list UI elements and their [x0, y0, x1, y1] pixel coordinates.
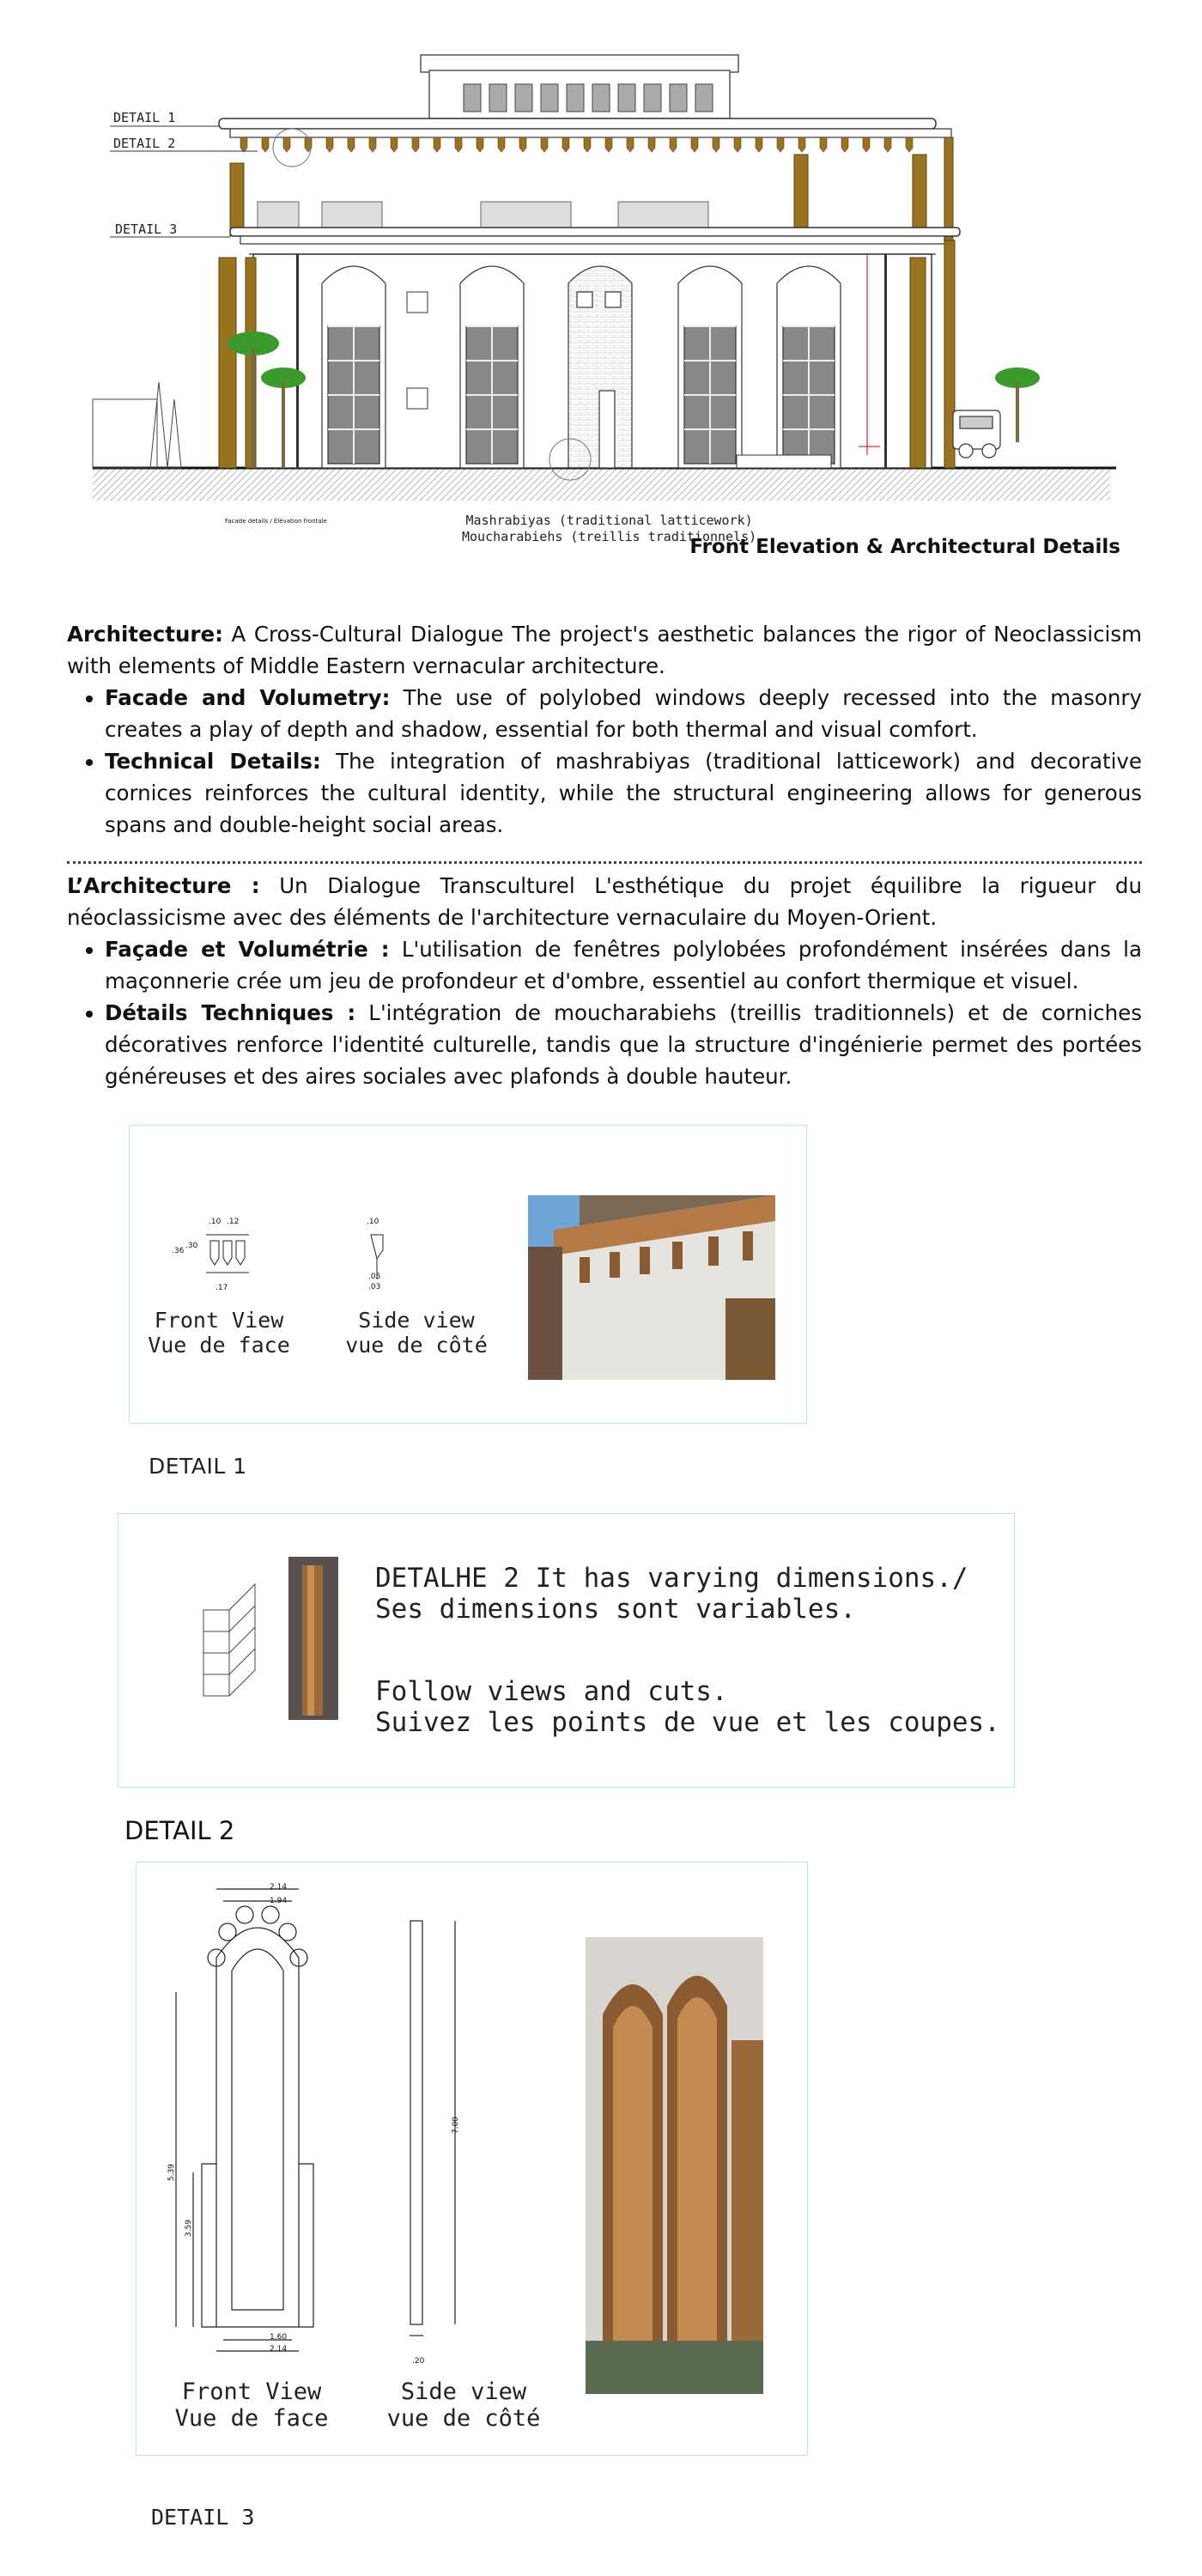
detail-3-dim-3: 3.59 — [185, 2219, 194, 2238]
front-elevation-drawing — [0, 0, 1202, 584]
detail-1-dim-3: .30 — [185, 1242, 198, 1250]
en-bullet-technical — [105, 745, 1142, 841]
detail-1-front-view-label — [137, 1308, 300, 1358]
en-bullet-technical-bold: Technical Details: — [105, 749, 321, 774]
en-bullet-facade-text: The use of polylobed windows deeply recessed into the masonry creates a play of depth and shadow, essential for both thermal and visual comfort. — [105, 685, 1142, 742]
detail-2-render-image — [288, 1557, 338, 1720]
fr-intro-bold: L’Architecture : — [67, 873, 260, 898]
french-description — [67, 870, 1142, 1092]
english-description — [67, 618, 1142, 841]
fr-bullet-technical-text: L'intégration de moucharabiehs (treillis traditionnels) et de corniches décoratives renforce l'identité culturelle, tandis que la structure d'ingénierie permet des portées généreuses et des aires sociales avec plafonds à double hauteur. — [105, 1000, 1142, 1089]
detail-3-dim-5: 2.14 — [270, 2345, 288, 2354]
en-bullet-facade-bold: Facade and Volumetry: — [105, 685, 391, 710]
detail-3-dim-0: 2.14 — [270, 1883, 288, 1892]
detail-1-front-view-fr: Vue de face — [148, 1333, 290, 1358]
detail-3-side-drawing — [408, 1919, 459, 2369]
detail-1-side-view-en: Side view — [358, 1308, 475, 1333]
fr-bullet-technical — [105, 997, 1142, 1092]
detail-1-front-view-en: Front View — [154, 1308, 284, 1333]
detail-1-dim-2: .36 — [172, 1247, 185, 1255]
fr-intro-text: Un Dialogue Transculturel L'esthétique du projet équilibre la rigueur du néoclassicisme avec des éléments de l'architecture vernaculaire du Moyen-Orient. — [67, 873, 1142, 930]
en-bullet-facade — [105, 682, 1142, 745]
detail-3-front-view-fr: Vue de face — [174, 2405, 329, 2432]
detail-1-dim-1: .12 — [227, 1218, 240, 1226]
detail-3-dim-7: .20 — [412, 2357, 425, 2366]
en-intro-bold: Architecture: — [67, 622, 223, 647]
elevation-detail-label-3: DETAIL 3 — [115, 222, 178, 237]
detail-3-dim-1: 1.94 — [270, 1897, 288, 1905]
detail-1-side-view-label — [331, 1308, 502, 1358]
elevation-detail-label-2: DETAIL 2 — [113, 136, 176, 151]
detail-2-side-drawing — [199, 1576, 259, 1716]
detail-3-side-view-en: Side view — [400, 2379, 527, 2405]
detail-1-dim-6: .05 — [368, 1273, 381, 1281]
en-bullet-technical-text: The integration of mashrabiyas (traditional latticework) and decorative cornices reinforces the cultural identity, while the structural engineering allows for generous spans and double-height social areas. — [105, 749, 1142, 837]
mashrabiya-caption-fr: Moucharabiehs (treillis traditionnels) — [462, 529, 757, 544]
en-intro-text: A Cross-Cultural Dialogue The project's aesthetic balances the rigor of Neoclassicism with elements of Middle Eastern vernacular architecture. — [67, 622, 1142, 678]
dotted-divider — [67, 861, 1142, 864]
fr-bullet-technical-bold: Détails Techniques : — [105, 1000, 356, 1025]
detail-3-side-view-label — [365, 2379, 562, 2432]
detail-1-side-view-fr: vue de côté — [345, 1333, 488, 1358]
upper-cornice-brackets — [240, 137, 913, 152]
detail-3-side-view-fr: vue de côté — [386, 2405, 541, 2432]
detail-2-text-2 — [375, 1676, 1000, 1738]
detail-3-front-view-label — [161, 2379, 342, 2432]
detail-2-text-1-en: DETALHE 2 It has varying dimensions./ — [375, 1563, 968, 1594]
detail-2-text-1 — [375, 1563, 968, 1625]
detail-1-dim-4: .17 — [216, 1284, 228, 1292]
detail-1-dim-5: .10 — [367, 1218, 379, 1226]
elevation-detail-label-1: DETAIL 1 — [113, 110, 176, 125]
fr-bullet-facade-text: L'utilisation de fenêtres polylobées profondément insérées dans la maçonnerie crée um jeu de profondeur et d'ombre, essentiel au confort thermique et visuel. — [105, 937, 1142, 993]
car-icon — [953, 410, 1000, 458]
detail-2-text-1-fr: Ses dimensions sont variables. — [375, 1594, 856, 1625]
detail-3-dim-4: 1.60 — [270, 2333, 288, 2342]
detail-2-text-2-en: Follow views and cuts. — [375, 1676, 728, 1707]
detail-1-dim-7: .03 — [368, 1283, 381, 1291]
detail-1-dim-0: .10 — [209, 1218, 222, 1226]
detail-3-dim-2: 5.39 — [167, 2163, 177, 2182]
detail-1-render-image — [528, 1195, 775, 1380]
detail-3-front-view-en: Front View — [181, 2379, 322, 2405]
small-caption: Facade details / Élévation frontale — [225, 518, 327, 525]
detail-3-front-drawing — [163, 1880, 361, 2365]
detail-1-label: DETAIL 1 — [149, 1454, 247, 1479]
ground-hatch — [93, 468, 1110, 501]
fr-bullet-facade-bold: Façade et Volumétrie : — [105, 937, 390, 962]
fr-bullet-facade — [105, 933, 1142, 997]
detail-3-dim-6: 7.00 — [452, 2116, 461, 2135]
detail-2-label: DETAIL 2 — [124, 1816, 235, 1845]
detail-3-render-image — [586, 1937, 763, 2394]
detail-3-label: DETAIL 3 — [151, 2505, 255, 2530]
elevation-svg — [0, 0, 1202, 584]
elevation-title: Front Elevation & Architectural Details — [689, 536, 1120, 558]
detail-2-text-2-fr: Suivez les points de vue et les coupes. — [375, 1707, 1000, 1738]
mashrabiya-caption-en: Mashrabiyas (traditional latticework) — [465, 513, 753, 528]
